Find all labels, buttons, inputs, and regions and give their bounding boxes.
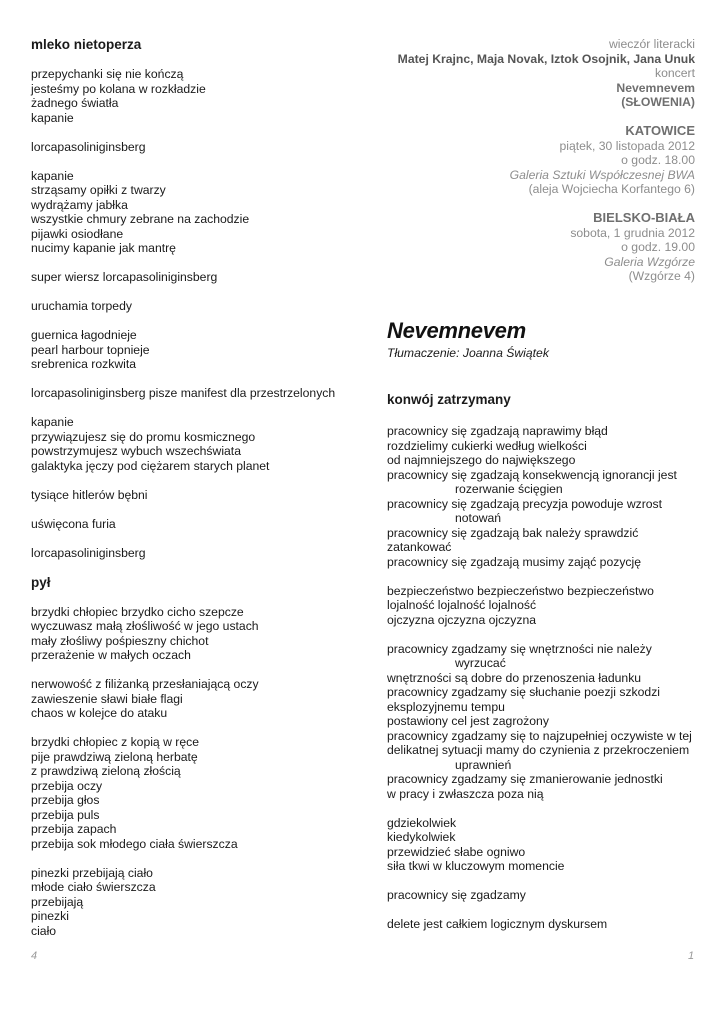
poem-line: jesteśmy po kolana w rozkładzie [31, 81, 206, 96]
stanza [31, 605, 351, 663]
stanza [31, 140, 351, 155]
page-number-right: 1 [688, 950, 695, 962]
poem-line: chaos w kolejce do ataku [31, 706, 168, 720]
poem-line: ojczyzna ojczyzna ojczyzna [387, 612, 537, 627]
event-info [355, 37, 695, 284]
stanza [31, 866, 351, 939]
stanza [387, 816, 695, 874]
event-address-2: (Wzgórze 4) [628, 269, 695, 283]
poem-body [387, 424, 695, 932]
poem-title: mleko nietoperza [31, 37, 142, 52]
poem-mleko-nietoperza [31, 37, 351, 560]
poem-line: wyczuwasz małą złośliwość w jego ustach [31, 619, 259, 633]
poem-line: srebrenica rozkwita [31, 357, 136, 371]
poem-line: od najmniejszego do największego [387, 453, 576, 467]
poem-line: brzydki chłopiec brzydko cicho szepcze [31, 604, 244, 619]
poem-line: pracownicy zgadzamy się to najzupełniej oczywiste w tej [387, 728, 692, 743]
poem-line: kiedykolwiek [387, 830, 456, 844]
poem-title: pył [31, 574, 51, 590]
poem-line: nerwowość z filiżanką przesłaniającą oczy [31, 677, 259, 691]
page-number-left: 4 [31, 950, 38, 962]
event-date-2: sobota, 1 grudnia 2012 [570, 225, 695, 240]
poem-line: galaktyka jęczy pod ciężarem starych planet [31, 458, 270, 473]
poem-line: gdziekolwiek [387, 815, 457, 830]
poem-line: zatankować [387, 540, 452, 554]
poem-line: kapanie [31, 168, 74, 183]
poem-line: pije prawdziwą zieloną herbatę [31, 749, 198, 764]
poem-line: wnętrzności są dobre do przenoszenia ładunku [387, 670, 642, 685]
stanza [387, 584, 695, 628]
poem-line: pracownicy zgadzamy się wnętrzności nie należy [387, 641, 652, 656]
poem-line: mały złośliwy pośpieszny chichot [31, 633, 209, 648]
poem-line: ciało [31, 923, 57, 938]
stanza [31, 517, 351, 532]
poem-line: nucimy kapanie jak mantrę [31, 241, 176, 255]
event-city-bielsko: BIELSKO-BIAŁA [593, 210, 695, 225]
poem-line: przebija oczy [31, 778, 103, 793]
poem-line: pinezki przebijają ciało [31, 865, 153, 880]
poem-line: pijawki osiodłane [31, 226, 124, 241]
poem-line: lojalność lojalność lojalność [387, 598, 537, 612]
poem-line: lorcapasoliniginsberg [31, 139, 146, 154]
poem-line: pinezki [31, 909, 69, 923]
poem-pyl [31, 575, 351, 939]
poem-line: przebija głos [31, 793, 100, 807]
poem-body [31, 67, 351, 560]
poem-line: pracownicy się zgadzają precyzja powoduje wzrost [387, 496, 663, 511]
poem-line: eksplozyjnemu tempu [387, 699, 505, 714]
poem-line: młode ciało świerszcza [31, 880, 156, 894]
translator-credit: Tłumaczenie: Joanna Świątek [387, 346, 549, 360]
poem-line: delete jest całkiem logicznym dyskursem [387, 917, 608, 931]
stanza [31, 67, 351, 125]
poem-line: pracownicy się zgadzają bak należy sprawdzić [387, 525, 639, 540]
poem-line: pracownicy się zgadzamy [387, 888, 526, 902]
stanza [31, 299, 351, 314]
poem-line: przebija puls [31, 807, 100, 822]
poem-line: rozdzielimy cukierki według wielkości [387, 438, 587, 453]
poem-line: lorcapasoliniginsberg [31, 545, 146, 560]
poem-line: przebija sok młodego ciała świerszcza [31, 836, 238, 851]
poem-line: żadnego światła [31, 96, 119, 110]
poem-line: tysiące hitlerów bębni [31, 487, 148, 502]
stanza [31, 488, 351, 503]
stanza [31, 546, 351, 561]
event-address-1: (aleja Wojciecha Korfantego 6) [528, 182, 695, 196]
poem-body [31, 605, 351, 939]
poem-line: lorcapasoliniginsberg pisze manifest dla przestrzelonych [31, 386, 336, 400]
poem-line: przebijają [31, 894, 84, 909]
poem-line: przywiązujesz się do promu kosmicznego [31, 429, 256, 444]
stanza [31, 386, 351, 401]
poem-line: bezpieczeństwo bezpieczeństwo bezpieczeństwo [387, 583, 654, 598]
poem-line: pracownicy się zgadzają musimy zająć pozycję [387, 554, 642, 569]
poem-line: powstrzymujesz wybuch wszechświata [31, 444, 241, 458]
poem-line: z prawdziwą zieloną złością [31, 764, 181, 778]
poem-line: kapanie [31, 110, 74, 125]
poem-line: delikatnej sytuacji mamy do czynienia z przekroczeniem [387, 743, 690, 757]
poem-line: uprawnień [455, 757, 512, 772]
poem-line: pearl harbour topnieje [31, 342, 150, 357]
event-time-1: o godz. 18.00 [621, 153, 695, 167]
poem-line: uruchamia torpedy [31, 299, 132, 313]
poem-line: pracownicy się zgadzają konsekwencją ignorancji jest [387, 467, 677, 482]
event-time-2: o godz. 19.00 [621, 240, 695, 254]
poem-line: guernica łagodnieje [31, 328, 137, 342]
poem-line: brzydki chłopiec z kopią w ręce [31, 735, 199, 749]
stanza [387, 642, 695, 802]
event-city-katowice: KATOWICE [625, 123, 695, 138]
event-authors: Matej Krajnc, Maja Novak, Iztok Osojnik, Jana Unuk [397, 51, 695, 66]
event-venue-1: Galeria Sztuki Współczesnej BWA [509, 167, 695, 182]
poem-line: przebija zapach [31, 822, 117, 836]
poem-line: super wiersz lorcapasoliniginsberg [31, 270, 218, 284]
poem-line: uświęcona furia [31, 516, 116, 531]
poem-line: kapanie [31, 415, 74, 429]
event-type: wieczór literacki [608, 37, 695, 51]
poem-line: przepychanki się nie kończą [31, 67, 184, 81]
poem-line: rozerwanie ścięgien [455, 482, 563, 496]
poem-line: przerażenie w małych oczach [31, 648, 191, 662]
stanza [31, 270, 351, 285]
event-country: (SŁOWENIA) [621, 95, 695, 109]
poem-line: postawiony cel jest zagrożony [387, 714, 549, 728]
poem-line: pracownicy zgadzamy się słuchanie poezji szkodzi [387, 685, 660, 699]
event-date-1: piątek, 30 listopada 2012 [559, 138, 695, 153]
event-concert: koncert [655, 66, 695, 80]
stanza [31, 415, 351, 473]
poem-line: zawieszenie sławi białe flagi [31, 691, 183, 706]
event-band: Nevemnevem [616, 80, 695, 95]
poem-line: w pracy i zwłaszcza poza nią [387, 786, 544, 801]
section-title: Nevemnevem [387, 318, 526, 343]
poem-line: notowań [455, 511, 502, 525]
stanza [31, 328, 351, 372]
stanza [387, 888, 695, 903]
poem-line: pracownicy zgadzamy się zmanierowanie jednostki [387, 772, 663, 786]
stanza [31, 735, 351, 851]
poem-konwoj-zatrzymany [387, 392, 695, 946]
poem-line: wydrążamy jabłka [31, 197, 128, 212]
stanza [31, 677, 351, 721]
poem-line: pracownicy się zgadzają naprawimy błąd [387, 424, 608, 438]
stanza [387, 917, 695, 932]
poem-line: strząsamy opiłki z twarzy [31, 183, 166, 197]
poem-title: konwój zatrzymany [387, 392, 511, 407]
poem-line: wyrzucać [455, 656, 506, 670]
left-column [31, 37, 351, 953]
poem-line: wszystkie chmury zebrane na zachodzie [31, 212, 250, 226]
stanza [31, 169, 351, 256]
poem-line: przewidzieć słabe ogniwo [387, 844, 526, 859]
poem-line: siła tkwi w kluczowym momencie [387, 859, 565, 873]
stanza [387, 424, 695, 569]
event-venue-2: Galeria Wzgórze [604, 254, 695, 269]
